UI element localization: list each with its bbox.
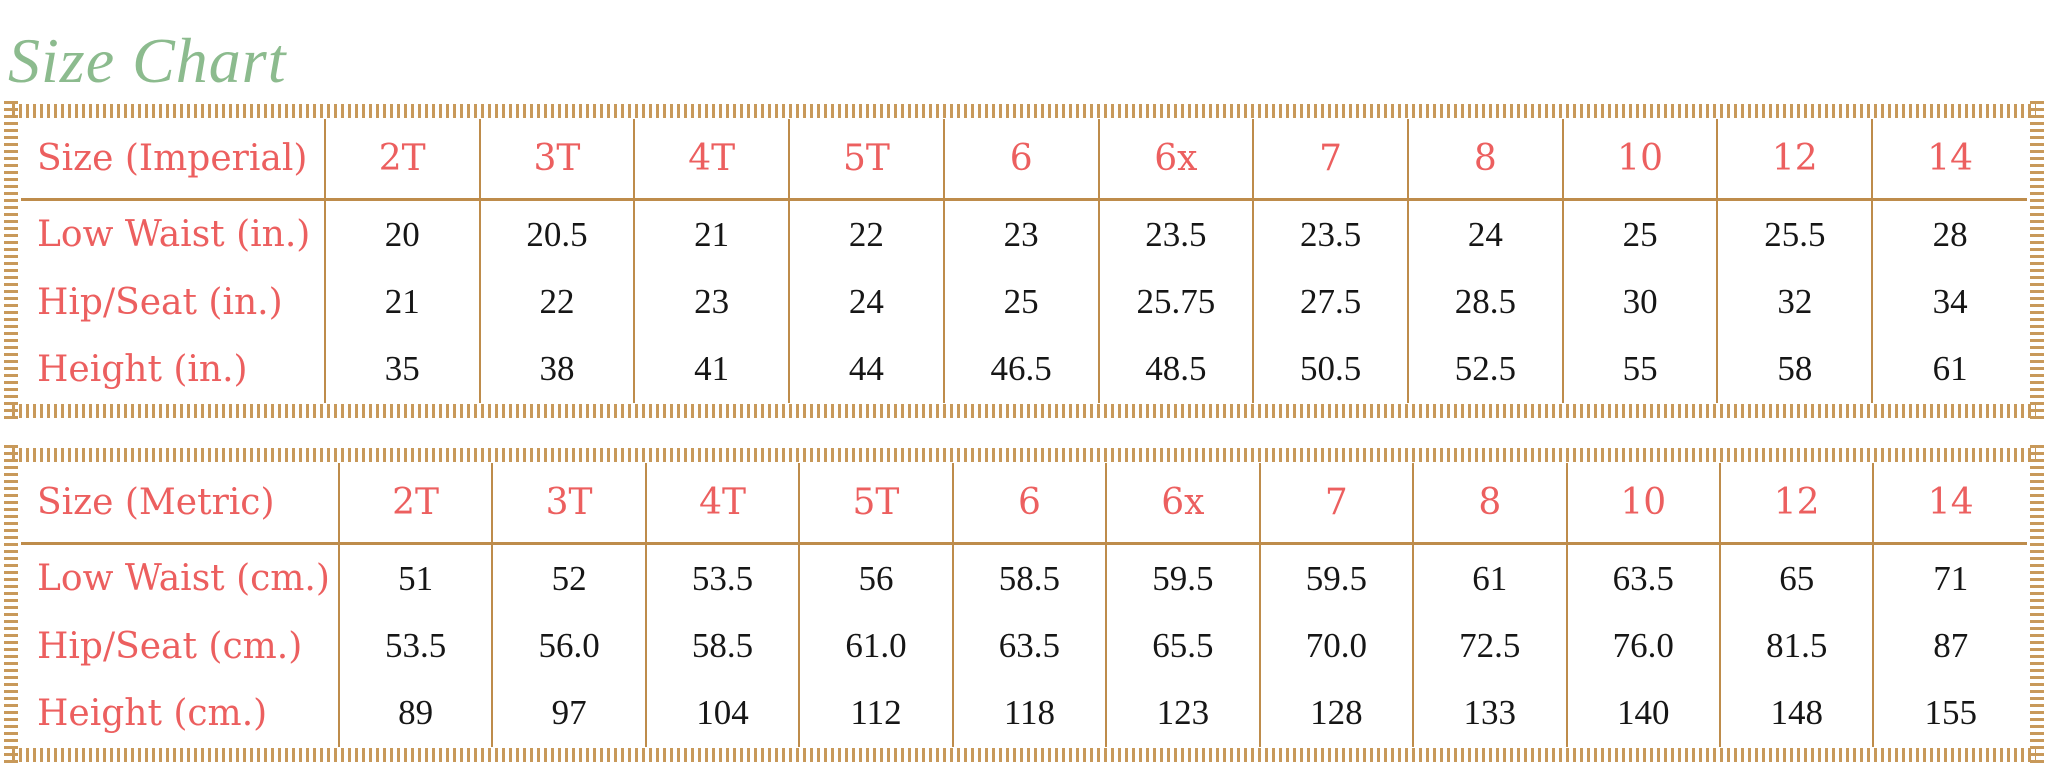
metric-table-body — [21, 543, 2027, 747]
size-column-header: 14 — [1873, 463, 2027, 543]
measurement-value: 24 — [1408, 199, 1563, 269]
size-column-header: 14 — [1872, 119, 2027, 199]
metric-header-row — [21, 463, 2027, 543]
measurement-value: 27.5 — [1253, 269, 1408, 336]
measurement-value: 58 — [1717, 336, 1872, 403]
measurement-value: 41 — [634, 336, 789, 403]
measurement-value: 51 — [339, 543, 492, 613]
measurement-label: Low Waist (in.) — [37, 214, 311, 256]
size-column-header: 4T — [634, 119, 789, 199]
measurement-value: 61 — [1413, 543, 1566, 613]
measurement-value: 24 — [789, 269, 944, 336]
size-system-label: Size (Imperial) — [21, 119, 325, 199]
measurement-value: 97 — [492, 680, 645, 747]
size-column-header: 8 — [1413, 463, 1566, 543]
measurement-value: 22 — [789, 199, 944, 269]
stitch-border-left-icon — [4, 445, 18, 765]
measurement-value: 53.5 — [339, 613, 492, 680]
measurement-value: 89 — [339, 680, 492, 747]
measurement-value: 52 — [492, 543, 645, 613]
measurement-value: 140 — [1567, 680, 1720, 747]
measurement-value: 23.5 — [1099, 199, 1254, 269]
imperial-table-grid — [21, 119, 2027, 403]
stitch-border-top-icon — [12, 448, 2036, 462]
size-column-header: 6x — [1099, 119, 1254, 199]
measurement-value: 20.5 — [480, 199, 635, 269]
metric-table-grid — [21, 463, 2027, 747]
size-column-header: 2T — [325, 119, 480, 199]
size-column-header: 7 — [1260, 463, 1413, 543]
measurement-value: 65.5 — [1106, 613, 1259, 680]
measurement-value: 87 — [1873, 613, 2027, 680]
measurement-row — [21, 613, 2027, 680]
measurement-label: Hip/Seat (in.) — [37, 281, 283, 323]
size-column-header: 6x — [1106, 463, 1259, 543]
measurement-value: 25.5 — [1717, 199, 1872, 269]
measurement-value: 133 — [1413, 680, 1566, 747]
measurement-row — [21, 680, 2027, 747]
imperial-header-row — [21, 119, 2027, 199]
measurement-value: 44 — [789, 336, 944, 403]
imperial-size-table — [4, 104, 2044, 418]
size-column-header: 6 — [944, 119, 1099, 199]
measurement-value: 34 — [1872, 269, 2027, 336]
measurement-value: 61 — [1872, 336, 2027, 403]
measurement-value: 63.5 — [953, 613, 1106, 680]
measurement-value: 23 — [634, 269, 789, 336]
measurement-row — [21, 336, 2027, 403]
stitch-border-bottom-icon — [12, 404, 2036, 418]
measurement-value: 46.5 — [944, 336, 1099, 403]
size-column-header: 8 — [1408, 119, 1563, 199]
measurement-row — [21, 269, 2027, 336]
measurement-value: 71 — [1873, 543, 2027, 613]
measurement-value: 56.0 — [492, 613, 645, 680]
size-column-header: 10 — [1563, 119, 1718, 199]
measurement-value: 35 — [325, 336, 480, 403]
measurement-value: 21 — [325, 269, 480, 336]
measurement-label: Hip/Seat (cm.) — [37, 625, 303, 667]
size-column-header: 12 — [1717, 119, 1872, 199]
size-column-header: 12 — [1720, 463, 1873, 543]
size-column-header: 3T — [492, 463, 645, 543]
measurement-value: 155 — [1873, 680, 2027, 747]
measurement-row — [21, 199, 2027, 269]
size-column-header: 7 — [1253, 119, 1408, 199]
measurement-value: 148 — [1720, 680, 1873, 747]
measurement-value: 28 — [1872, 199, 2027, 269]
measurement-value: 70.0 — [1260, 613, 1413, 680]
measurement-value: 104 — [646, 680, 799, 747]
measurement-value: 72.5 — [1413, 613, 1566, 680]
measurement-value: 58.5 — [646, 613, 799, 680]
measurement-label: Height (cm.) — [37, 692, 268, 734]
measurement-value: 25 — [944, 269, 1099, 336]
measurement-value: 65 — [1720, 543, 1873, 613]
measurement-value: 21 — [634, 199, 789, 269]
measurement-value: 55 — [1563, 336, 1718, 403]
size-column-header: 4T — [646, 463, 799, 543]
measurement-value: 28.5 — [1408, 269, 1563, 336]
measurement-value: 59.5 — [1260, 543, 1413, 613]
measurement-value: 23 — [944, 199, 1099, 269]
stitch-border-left-icon — [4, 101, 18, 421]
measurement-label: Height (in.) — [37, 348, 248, 390]
measurement-value: 58.5 — [953, 543, 1106, 613]
imperial-table-body — [21, 199, 2027, 403]
measurement-value: 48.5 — [1099, 336, 1254, 403]
stitch-border-top-icon — [12, 104, 2036, 118]
size-system-label: Size (Metric) — [21, 463, 339, 543]
size-column-header: 10 — [1567, 463, 1720, 543]
measurement-value: 38 — [480, 336, 635, 403]
stitch-border-bottom-icon — [12, 748, 2036, 762]
metric-size-table — [4, 448, 2044, 762]
measurement-value: 25 — [1563, 199, 1718, 269]
measurement-value: 128 — [1260, 680, 1413, 747]
measurement-value: 50.5 — [1253, 336, 1408, 403]
size-column-header: 5T — [789, 119, 944, 199]
measurement-value: 63.5 — [1567, 543, 1720, 613]
measurement-value: 61.0 — [799, 613, 952, 680]
measurement-value: 53.5 — [646, 543, 799, 613]
measurement-row — [21, 543, 2027, 613]
stitch-border-right-icon — [2030, 101, 2044, 421]
measurement-value: 123 — [1106, 680, 1259, 747]
measurement-value: 59.5 — [1106, 543, 1259, 613]
stitch-border-right-icon — [2030, 445, 2044, 765]
size-column-header: 6 — [953, 463, 1106, 543]
size-column-header: 3T — [480, 119, 635, 199]
measurement-value: 56 — [799, 543, 952, 613]
measurement-value: 22 — [480, 269, 635, 336]
measurement-value: 23.5 — [1253, 199, 1408, 269]
measurement-value: 20 — [325, 199, 480, 269]
measurement-value: 76.0 — [1567, 613, 1720, 680]
size-column-header: 5T — [799, 463, 952, 543]
measurement-value: 25.75 — [1099, 269, 1254, 336]
measurement-value: 52.5 — [1408, 336, 1563, 403]
measurement-value: 30 — [1563, 269, 1718, 336]
measurement-value: 32 — [1717, 269, 1872, 336]
measurement-value: 112 — [799, 680, 952, 747]
measurement-label: Low Waist (cm.) — [37, 558, 330, 600]
page-title: Size Chart — [8, 25, 287, 96]
measurement-value: 81.5 — [1720, 613, 1873, 680]
size-column-header: 2T — [339, 463, 492, 543]
measurement-value: 118 — [953, 680, 1106, 747]
